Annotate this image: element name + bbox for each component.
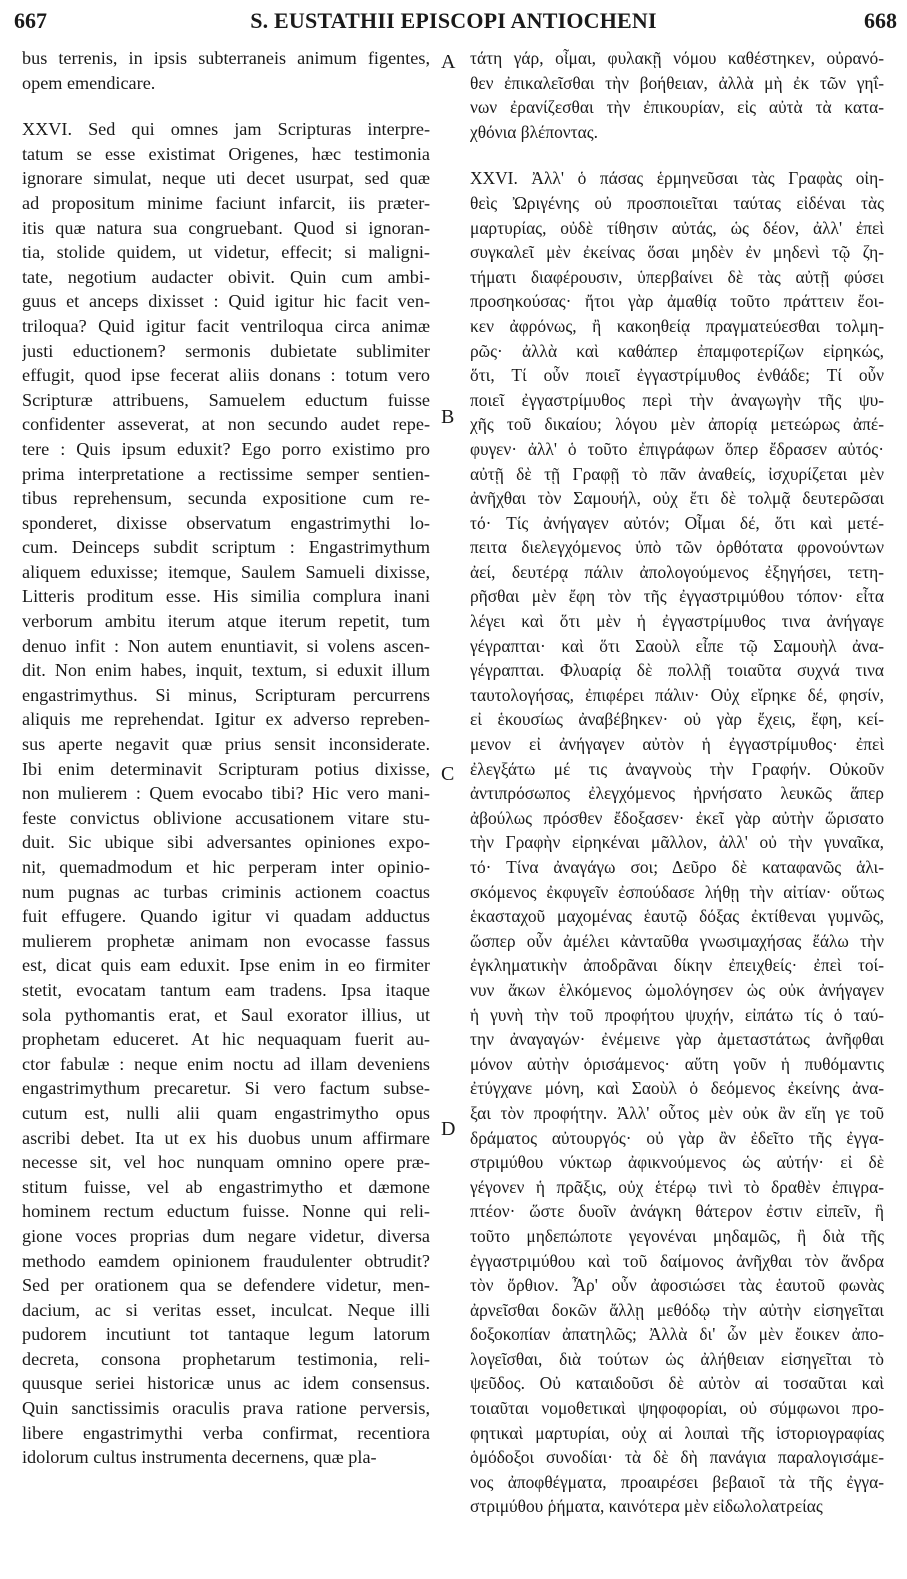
- text-line: justi eductionem? sermonis dubietate sublimiter: [22, 340, 430, 361]
- text-line: aliquis me reprehendat. Igitur ex adverso repreben-: [22, 709, 430, 730]
- text-line: opem emendicare.: [22, 72, 156, 93]
- text-line: Ibi enim determinavit Scripturam potius dixisse,: [22, 758, 430, 779]
- text-line: ὅτι, Τί οὖν ποιεῖ ἐγγαστρίμυθος ἐνθάδε; Τί οὖν: [470, 365, 884, 386]
- text-line: νων ἐρανίζεσθαι τὴν ἐπικουρίαν, εἰς αὐτὰ τὰ κατα-: [470, 97, 884, 118]
- text-line: libere engastrimythi verba confirmat, recentiora: [22, 1422, 430, 1443]
- text-line: fuit effugere. Quando igitur vi quadam adductus: [22, 906, 430, 927]
- text-line: denuo infit : Non autem enuntiavit, si volens ascen-: [22, 635, 430, 656]
- text-line: ρῶς· ἀλλὰ καὶ καθάπερ ἐπαμφοτερίζων εἰρηκώς,: [470, 340, 884, 361]
- text-line: πτέον· ὥστε δυοῖν ἀνάγκη θάτερον ἐστιν εἰπεῖν, ἢ: [470, 1201, 884, 1222]
- section-marker-b: B: [441, 406, 455, 428]
- text-line: effugit, quod ipse fecerat aliis donans : totum vero: [22, 365, 430, 386]
- text-line: ἑκασταχοῦ μαχομένας ἑαυτῷ δόξας ἐκτίθεναι γυμνῶς,: [470, 906, 884, 927]
- text-line: τό· Τίς ἀνήγαγεν αὐτόν; Οἶμαι δέ, ὅτι καὶ μετέ-: [470, 512, 884, 533]
- text-line: τήματι διαφέρουσιν, ὑπερβαίνει δὲ τὰς αὐτῇ φύσει: [470, 266, 884, 287]
- text-line: gione voces proprias dum negare videtur, diversa: [22, 1225, 430, 1246]
- text-line: ὁμόδοξοι συνοδίαι· τὰ δὲ δὴ πανάγια παραλογισάμε-: [470, 1447, 884, 1468]
- text-line: ἀεί, δευτέρᾳ πάλιν ἀπολογούμενος ἐξηγήσει, τετη-: [470, 561, 884, 582]
- text-line: prophetam educeret. At hic nequaquam fuerit au-: [22, 1029, 430, 1050]
- text-line: φητικαὶ μαρτυρίαι, οὐχ αἱ λοιπαὶ τῆς ἱστοριογραφίας: [470, 1422, 884, 1443]
- text-line: ἀνῆχθαι τὸν Σαμουήλ, οὐχ ἔτι δὲ τολμᾷ δευτερῶσαι: [470, 488, 884, 509]
- right-page-number: 668: [864, 8, 897, 33]
- text-line: κεν ἀφρόνως, ἢ κακοηθείᾳ πραγματεύεσθαι τολμη-: [470, 315, 884, 336]
- text-line: ἐγκληματικὴν ἀποδρᾶναι δίκην ἐπειχθείς· ἐπεὶ τοί-: [470, 955, 884, 976]
- text-line: λέγει καὶ ὅτι μὲν ἡ ἐγγαστρίμυθος τινα ἀνήγαγε: [470, 611, 884, 632]
- text-line: ξαι τὸν προφήτην. Ἀλλ' οὗτος μὲν οὐκ ἂν εἴη γε τοῦ: [470, 1102, 884, 1123]
- text-line: Scripturæ attribuens, Samuelem eductum fuisse: [22, 389, 430, 410]
- text-line: χθόνια βλέποντας.: [470, 121, 599, 142]
- text-line: decreta, consona prophetarum testimonia, reli-: [22, 1348, 430, 1369]
- text-line: ad propositum minime faciunt infarcit, iis præter-: [22, 192, 430, 213]
- paragraph-gap: [470, 144, 884, 166]
- text-line: ἀρνεῖσθαι δοκῶν ἄλλῃ μεθόδῳ τὴν αὐτὴν εἰσηγεῖται: [470, 1299, 884, 1320]
- text-line: num pugnas ac turbas criminis actionem coactus: [22, 881, 430, 902]
- text-line: ignorare simulat, neque uti decet usurpat, sed quæ: [22, 168, 430, 189]
- latin-paragraph-xxvi: [22, 117, 430, 1470]
- text-line: τὴν Γραφὴν εἰρηκέναι μᾶλλον, ἀλλ' οὐ τὴν γυναῖκα,: [470, 832, 884, 853]
- text-line: μαρτυρίας, οὐδὲ τίθησιν αὐτάς, ὡς δέον, ἀλλ' ἐπεὶ: [470, 217, 884, 238]
- text-line: ταυτολογήσας, ἐπιφέρει πάλιν· Οὐχ εἴρηκε δέ, φησίν,: [470, 684, 884, 705]
- text-line: στριμύθου νύκτωρ ἀφικνούμενος ὡς αὐτήν· εἰ δὲ: [470, 1152, 884, 1173]
- text-line: tere : Quis ipsum eduxit? Ego porro existimo pro: [22, 438, 430, 459]
- text-line: προσηκούσας· ἤτοι γὰρ ἀμαθίᾳ τοῦτο πράττειν ἔοι-: [470, 291, 884, 312]
- text-line: δράματος αὐτουργός· οὐ γὰρ ἂν ἐδεῖτο τῆς ἐγγα-: [470, 1127, 884, 1148]
- text-line: αὐτῇ δὲ τῇ Γραφῇ τὸ πᾶν ἀναθείς, ἰσχυρίζεται μὲν: [470, 463, 884, 484]
- latin-paragraph-intro: [22, 46, 430, 95]
- paragraph-gap: [22, 95, 430, 117]
- text-line: ὥσπερ οὖν ἀμέλει κἀνταῦθα γνωσιμαχήσας ἔάλω τὴν: [470, 930, 884, 951]
- latin-column: [22, 46, 430, 1470]
- text-line: δοξοκοπίαν ἀπατηλῶς; Ἀλλὰ δι' ὧν μὲν ἔοικεν ἀπο-: [470, 1324, 884, 1345]
- text-line: σκόμενος ἐκφυγεῖν ἐσπούδασε λήθῃ τὴν αἰτίαν· οὕτως: [470, 881, 884, 902]
- text-line: triloqua? Quid igitur facit ventriloqua circa animæ: [22, 315, 430, 336]
- text-line: pudorem incutiunt tot tantaque legum latorum: [22, 1324, 430, 1345]
- text-line: mulierem prophetæ animam non evocasse fassus: [22, 930, 430, 951]
- text-line: itis quæ natura sua congruebant. Quod si ignoran-: [22, 217, 430, 238]
- text-line: hominem rectum eductum fuisse. Nonne qui reli-: [22, 1201, 430, 1222]
- text-line: θεὶς Ὠριγένης οὐ προσποιεῖται ταύτας εἰδέναι τὰς: [470, 192, 884, 213]
- text-line: εἰ ἑκουσίως ἀναβέβηκεν· οὐ γὰρ ἔχεις, ἔφη, κεί-: [470, 709, 884, 730]
- text-line: methodo eamdem opinionem fraudulenter obtrudit?: [22, 1250, 430, 1271]
- text-line: ἐτύγχανε μόνη, καὶ Σαοὺλ ὁ δεόμενος ἐκείνης ἀνα-: [470, 1078, 884, 1099]
- text-line: bus terrenis, in ipsis subterraneis animum figentes,: [22, 48, 430, 68]
- text-line: dacium, ac si veritas esset, inculcat. Neque illi: [22, 1299, 430, 1320]
- text-line: XXVI. Sed qui omnes jam Scripturas interpre-: [22, 119, 430, 140]
- greek-paragraph-intro: [470, 46, 884, 144]
- text-line: τοιαῦται νομοθετικαὶ ψηφοφορίαι, οὐ σύμφωνοι προ-: [470, 1398, 884, 1419]
- text-line: sus aperte negavit quæ prius sensit inconsiderate.: [22, 734, 430, 755]
- section-marker-d: D: [441, 1118, 456, 1140]
- text-line: την ἀναγαγών· ἐνέμεινε γὰρ ἀμεταστάτως ἀνῆφθαι: [470, 1029, 884, 1050]
- text-line: XXVI. Ἀλλ' ὁ πάσας ἑρμηνεῦσαι τὰς Γραφὰς οἰη-: [470, 168, 884, 189]
- running-header: [0, 0, 907, 40]
- text-line: ἀβούλως πρόσθεν ἔδοξασεν· ἐκεῖ γὰρ αὐτὴν ὥρισατο: [470, 807, 884, 828]
- text-line: νος ἀποφθέγματα, προαιρέσει βεβαιοῖ τὰ τῆς ἐγγα-: [470, 1471, 884, 1492]
- text-line: ἐγγαστριμύθου καὶ τοῦ δαίμονος ἀνῆχθαι τὸν ἄνδρα: [470, 1250, 884, 1271]
- text-line: dit. Non enim habes, inquit, textum, si eduxit illum: [22, 660, 430, 681]
- text-line: πειτα διελεγχόμενος ὑπὸ τῶν ὀρθότατα φρονούντων: [470, 537, 884, 558]
- section-marker-a: A: [441, 51, 456, 73]
- text-line: χῆς τοῦ δικαίου; λόγου μὲν ἀπορίᾳ μετεώρως ἀπέ-: [470, 414, 884, 435]
- text-line: tate, negotium audacter obivit. Quin cum ambi-: [22, 266, 430, 287]
- greek-column: [470, 46, 884, 1519]
- text-line: tatum se esse existimat Origenes, hæc testimonia: [22, 143, 430, 164]
- text-line: ψεῦδος. Οὐ καταιδοῦσι δὲ αὐτὸν αἱ τοσαῦται καὶ: [470, 1373, 884, 1394]
- text-line: engastrimythum precaretur. Si vero factum subse-: [22, 1078, 430, 1099]
- text-line: νυν ἄκων ἑλκόμενος ὡμολόγησεν ὡς οὐκ ἀνήγαγεν: [470, 979, 884, 1000]
- text-line: τάτη γάρ, οἶμαι, φυλακῇ νόμου καθέστηκεν, οὐρανό-: [470, 48, 884, 68]
- text-line: γέγραπται. Φλυαρίᾳ δὲ πολλῇ τοιαῦτα συχνά τινα: [470, 660, 884, 681]
- text-line: tibus reprehensum, secunda expositione cum re-: [22, 488, 430, 509]
- text-line: γέγονεν ἡ πρᾶξις, οὐχ ἑτέρῳ τινὶ τὸ δραθὲν ἐπιγρα-: [470, 1176, 884, 1197]
- text-line: duit. Sic ubique sibi adversantes opiniones expo-: [22, 832, 430, 853]
- text-line: necesse sit, vel hoc nunquam omnino opere præ-: [22, 1152, 430, 1173]
- text-line: quusque seriei historicæ unus ac idem consensus.: [22, 1373, 430, 1394]
- text-line: sola pythomantis erat, et Saul exorator illius, ut: [22, 1004, 430, 1025]
- text-line: cutum est, nulli alii quam engastrimytho opus: [22, 1102, 430, 1123]
- text-line: μόνον αὐτὴν ὁρισάμενος· αὕτη γοῦν ἡ πυθόμαντις: [470, 1053, 884, 1074]
- text-line: nit, quemadmodum et hic perperam inter opinio-: [22, 857, 430, 877]
- greek-paragraph-xxvi: [470, 166, 884, 1519]
- text-line: γέγραπται· καὶ ὅτι Σαοὺλ εἶπε τῷ Σαμουὴλ ἀνα-: [470, 635, 884, 656]
- left-page-number: 667: [14, 8, 47, 33]
- text-line: confidenter asseverat, at non secundo audet repe-: [22, 414, 430, 435]
- section-marker-c: C: [441, 763, 455, 785]
- text-line: stetit, evocatam tantum eam tradens. Ipsa itaque: [22, 979, 430, 1000]
- text-line: verborum ambitu iterum atque iterum repetit, tum: [22, 611, 430, 632]
- text-line: feste convictus oblivione accusationem vitare stu-: [22, 807, 430, 828]
- text-line: μενον εἰ ἀνήγαγεν αὐτὸν ἡ ἐγγαστρίμυθος· ἐπεὶ: [470, 734, 884, 755]
- text-line: φυγεν· ἀλλ' ὁ τοῦτο ἐπιγράφων ὅπερ ἔδρασεν αὐτός·: [470, 438, 884, 459]
- text-line: τό· Τίνα ἀναγάγω σοι; Δεῦρο δὲ καταφανῶς ἁλι-: [470, 857, 884, 877]
- text-line: τὸν ὄρθιον. Ἆρ' οὖν ἀφοσιώσει τὰς ἑαυτοῦ φωνὰς: [470, 1275, 884, 1296]
- text-line: Litteris proditum esse. His similia complura inani: [22, 586, 430, 607]
- text-line: ctor fabulæ : neque enim noctu ad illam deveniens: [22, 1053, 430, 1074]
- text-line: τοῦτο μηδεπώποτε γεγονέναι μηδαμῶς, ἢ διὰ τῆς: [470, 1225, 884, 1246]
- text-line: sponderet, dixisse observatum engastrimythi lo-: [22, 512, 430, 533]
- text-line: stitum fuisse, vel ab engastrimytho et dæmone: [22, 1176, 430, 1197]
- text-line: ρῆσθαι μὲν ἔφη τὸν τῆς ἐγγαστριμύθου τόπον· εἶτα: [470, 586, 884, 607]
- text-line: συγκαλεῖ μὲν ἐκείνας ὅσαι μηδὲν ἐν μηδενὶ τῷ ζη-: [470, 242, 884, 263]
- text-line: λογεῖσθαι, διὰ τούτων ὡς ἀλήθειαν εἰσηγεῖται τὸ: [470, 1348, 884, 1369]
- text-line: ἀντιπρόσωπος ἐλεγχόμενος ἠρνήσατο λευκῶς ἅπερ: [470, 783, 884, 804]
- running-title: S. EUSTATHII EPISCOPI ANTIOCHENI: [250, 8, 657, 33]
- text-line: prima interpretatione a rectissime semper sentien-: [22, 463, 430, 484]
- text-line: Quin sanctissimis oraculis prava ratione perversis,: [22, 1398, 430, 1419]
- text-line: ποιεῖ ἐγγαστρίμυθος περὶ τὴν ἀναγωγὴν τῆς ψυ-: [470, 389, 884, 410]
- text-line: ἡ γυνὴ τὴν τοῦ προφήτου ψυχήν, εἰπάτω τίς ὁ ταύ-: [470, 1004, 884, 1025]
- text-line: Sed per orationem qua se defendere videtur, men-: [22, 1275, 430, 1296]
- text-line: cum. Deinceps subdit scriptum : Engastrimythum: [22, 537, 430, 558]
- text-line: aliquem eduxisse; itemque, Saulem Samueli dixisse,: [22, 561, 430, 582]
- text-line: idolorum cultus instrumenta decernens, quæ pla-: [22, 1447, 377, 1468]
- text-line: non mulierem : Quem evocabo tibi? Hic vero mani-: [22, 783, 430, 804]
- text-line: engastrimythus. Si minus, Scripturam percurrens: [22, 684, 430, 705]
- text-line: guus et anceps dixisset : Quid igitur hic facit ven-: [22, 291, 430, 312]
- text-line: στριμύθου ῥήματα, καινότερα μὲν εἰδωλολατρείας: [470, 1496, 823, 1517]
- text-line: ascribi debet. Ita ut ex his duobus unum affirmare: [22, 1127, 430, 1148]
- text-line: est, dicat quis eam eduxit. Ipse enim in eo firmiter: [22, 955, 430, 976]
- text-line: θεν ἐπικαλεῖσθαι τὴν βοήθειαν, ἀλλὰ μὴ ἐκ τῶν γηΐ-: [470, 72, 884, 93]
- text-line: ἐλεγξάτω μέ τις ἀναγνοὺς τὴν Γραφήν. Οὐκοῦν: [470, 758, 884, 779]
- text-line: tia, stolide quidem, ut videtur, effecit; si maligni-: [22, 242, 430, 263]
